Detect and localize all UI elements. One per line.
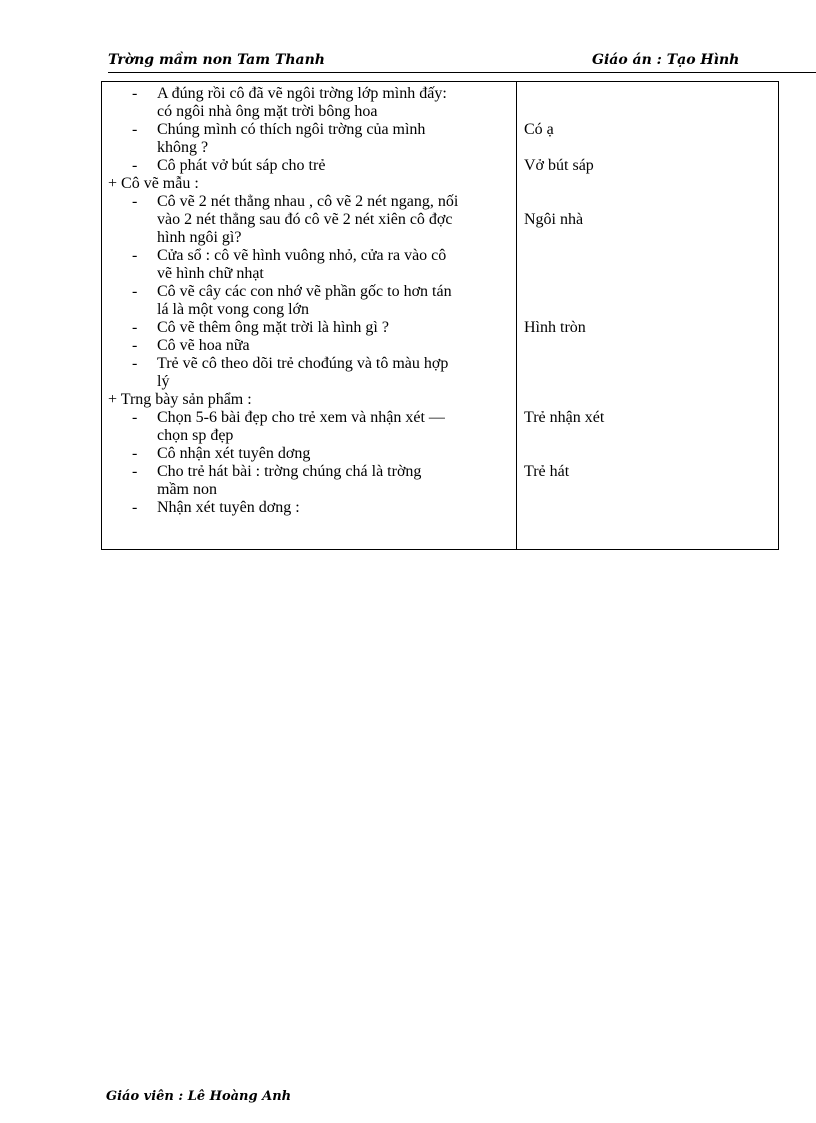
bullet-dash: - <box>132 247 138 264</box>
activity-line: Trẻ vẽ cô theo dõi trẻ chođúng và tô màu hợp <box>157 355 449 372</box>
bullet-dash: - <box>132 409 138 426</box>
teacher-signature: Giáo viên : Lê Hoàng Anh <box>106 1089 292 1104</box>
activity-line: lá là một vong cong lớn <box>157 301 309 318</box>
child-response: Có ạ <box>524 121 554 138</box>
bullet-dash: - <box>132 445 138 462</box>
bullet-dash: - <box>132 283 138 300</box>
section-heading: + Cô vẽ mẫu : <box>108 175 199 192</box>
child-response: Ngôi nhà <box>524 211 584 228</box>
lesson-table <box>101 81 779 550</box>
activity-line: vào 2 nét thẳng sau đó cô vẽ 2 nét xiên cô đợc <box>157 211 453 228</box>
child-response: Trẻ hát <box>524 463 570 480</box>
activity-line: không ? <box>157 139 209 156</box>
activity-line: chọn sp đẹp <box>157 427 234 444</box>
activity-line: hình ngôi gì? <box>157 229 242 246</box>
school-name: Trờng mầm non Tam Thanh <box>108 52 325 68</box>
activity-line: Cô nhận xét tuyên dơng <box>157 445 311 462</box>
subject-title: Giáo án : Tạo Hình <box>592 52 740 68</box>
activity-line: Chúng mình có thích ngôi trờng của mình <box>157 121 426 138</box>
activity-line: Cô vẽ 2 nét thẳng nhau , cô vẽ 2 nét ngang, nối <box>157 193 459 210</box>
activity-line: lý <box>157 373 170 390</box>
page-header <box>108 52 816 73</box>
activity-line: Cho trẻ hát bài : trờng chúng chá là trờng <box>157 463 422 480</box>
bullet-dash: - <box>132 319 138 336</box>
bullet-dash: - <box>132 193 138 210</box>
activity-line: Cô phát vở bút sáp cho trẻ <box>157 157 326 174</box>
activity-line: Cô vẽ cây các con nhớ vẽ phần gốc to hơn tán <box>157 283 452 300</box>
child-response: Hình tròn <box>524 319 586 336</box>
bullet-dash: - <box>132 121 138 138</box>
section-heading: + Trng bày sản phẩm : <box>108 391 252 408</box>
activity-line: vẽ hình chữ nhạt <box>157 265 264 282</box>
bullet-dash: - <box>132 355 138 372</box>
child-response: Trẻ nhận xét <box>524 409 605 426</box>
activity-line: có ngôi nhà ông mặt trời bông hoa <box>157 103 378 120</box>
bullet-dash: - <box>132 337 138 354</box>
activity-line: Cửa sổ : cô vẽ hình vuông nhỏ, cửa ra vào cô <box>157 247 447 264</box>
activity-line: Cô vẽ hoa nữa <box>157 337 250 354</box>
bullet-dash: - <box>132 157 138 174</box>
activity-line: mầm non <box>157 481 217 498</box>
activity-line: Nhận xét tuyên dơng : <box>157 499 300 516</box>
bullet-dash: - <box>132 499 138 516</box>
bullet-dash: - <box>132 85 138 102</box>
column-divider <box>516 82 517 549</box>
bullet-dash: - <box>132 463 138 480</box>
activity-line: Chọn 5-6 bài đẹp cho trẻ xem và nhận xét — <box>157 409 445 426</box>
child-response: Vở bút sáp <box>524 157 594 174</box>
activity-line: A đúng rồi cô đã vẽ ngôi trờng lớp mình đấy: <box>157 85 447 102</box>
activity-line: Cô vẽ thêm ông mặt trời là hình gì ? <box>157 319 389 336</box>
